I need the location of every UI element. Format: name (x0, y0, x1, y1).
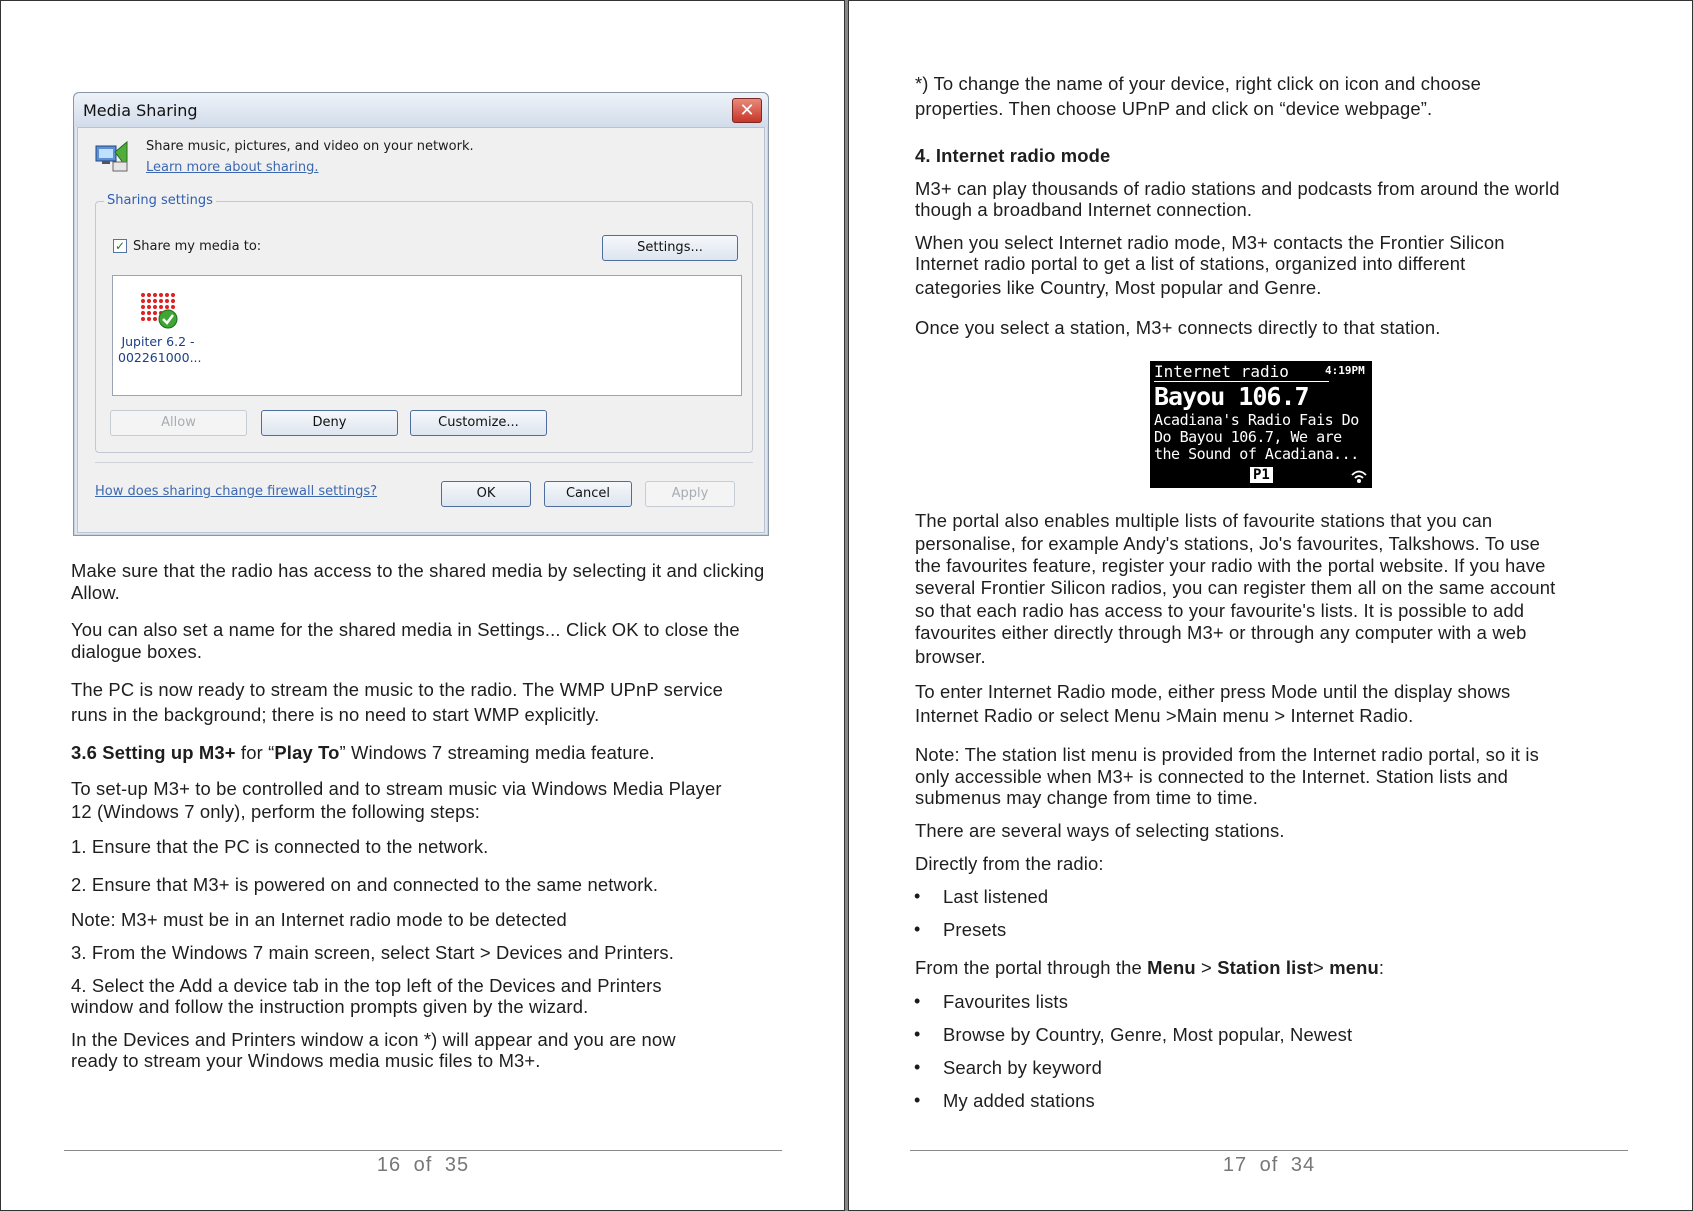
list-item: Presets (943, 919, 1007, 940)
portal-path-menu: Menu (1147, 957, 1196, 978)
network-share-icon (93, 138, 129, 174)
sharing-settings-label: Sharing settings (104, 193, 216, 208)
portal-line4: several Frontier Silicon radios, you can register them all on the same account (915, 577, 1556, 598)
lcd-time: 4:19PM (1325, 364, 1365, 377)
para1-line1: M3+ can play thousands of radio stations and podcasts from around the world (915, 178, 1560, 199)
note-line1: Note: The station list menu is provided from the Internet radio portal, so it is (915, 744, 1539, 765)
lcd-line2: Do Bayou 106.7, We are (1154, 428, 1342, 446)
learn-more-link[interactable]: Learn more about sharing. (146, 160, 319, 175)
list-item: Favourites lists (943, 991, 1069, 1012)
paragraph-pc-ready-line1: The PC is now ready to stream the music to the radio. The WMP UPnP service (71, 679, 723, 700)
step-4-line2: window and follow the instruction prompts given by the wizard. (71, 996, 589, 1017)
para1-line2: though a broadband Internet connection. (915, 199, 1253, 220)
device-name: Jupiter 6.2 - (121, 334, 195, 349)
section-heading-3-6 (71, 742, 655, 764)
enter-mode-line2: Internet Radio or select Menu >Main menu > Internet Radio. (915, 705, 1414, 726)
paragraph-settings: You can also set a name for the shared media in Settings... Click OK to close the dialogue boxes. (71, 619, 740, 662)
internet-radio-heading: 4. Internet radio mode (915, 145, 1111, 166)
dialog-body (77, 127, 765, 533)
portal-line1: The portal also enables multiple lists of favourite stations that you can (915, 510, 1493, 531)
enter-mode-line1: To enter Internet Radio mode, either press Mode until the display shows (915, 681, 1511, 702)
portal-line5: so that each radio has access to your favourite's lists. It is possible to add (915, 600, 1525, 621)
direct-from-radio: Directly from the radio: (915, 853, 1104, 874)
portal-line2: personalise, for example Andy's stations, Jo's favourites, Talkshows. To use (915, 533, 1540, 554)
para3: Once you select a station, M3+ connects directly to that station. (915, 317, 1441, 338)
step-2: 2. Ensure that M3+ is powered on and connected to the same network. (71, 874, 659, 895)
lcd-mode: Internet radio (1154, 362, 1329, 382)
lcd-line3: the Sound of Acadiana... (1154, 445, 1359, 463)
list-item: Browse by Country, Genre, Most popular, Newest (943, 1024, 1353, 1045)
radio-device-icon[interactable] (140, 292, 178, 330)
step-3: 3. From the Windows 7 main screen, select Start > Devices and Printers. (71, 942, 674, 963)
paragraph-allow: Make sure that the radio has access to the shared media by selecting it and clicking Allow. (71, 560, 765, 603)
dialog-separator (95, 462, 753, 463)
portal-path-colon: : (1378, 957, 1385, 978)
section-heading-bold: 3.6 Setting up M3+ (71, 742, 236, 763)
note-line2: only accessible when M3+ is connected to the Internet. Station lists and (915, 766, 1508, 787)
bullet-marker: • (914, 991, 921, 1011)
change-name-line2: properties. Then choose UPnP and click on “device webpage”. (915, 98, 1433, 119)
para2-line3: categories like Country, Most popular and Genre. (915, 277, 1322, 298)
allow-button[interactable]: Allow (110, 410, 247, 436)
portal-path-station-list: Station list (1217, 957, 1314, 978)
paragraph-setup-line2: 12 (Windows 7 only), perform the following steps: (71, 801, 481, 822)
ok-button[interactable]: OK (441, 481, 531, 507)
media-sharing-dialog (73, 92, 769, 536)
dialog-titlebar (74, 93, 768, 127)
bullet-marker: • (914, 886, 921, 906)
device-id: 002261000... (118, 350, 202, 365)
several-ways: There are several ways of selecting stations. (915, 820, 1285, 841)
final-line2: ready to stream your Windows media music files to M3+. (71, 1050, 541, 1071)
device-list[interactable] (112, 275, 742, 396)
radio-lcd-display (1150, 361, 1372, 488)
portal-line3: the favourites feature, register your radio with the portal website. If you have (915, 555, 1546, 576)
change-name-line1: *) To change the name of your device, right click on icon and choose (915, 73, 1481, 94)
section-heading-rest: ” Windows 7 streaming media feature. (339, 742, 655, 763)
bullet-marker: • (914, 1057, 921, 1077)
paragraph-pc-ready-line2: runs in the background; there is no need to start WMP explicitly. (71, 704, 600, 725)
portal-path-menu2: menu (1329, 957, 1379, 978)
close-icon[interactable]: ✕ (732, 98, 762, 123)
list-item: Search by keyword (943, 1057, 1102, 1078)
share-media-label[interactable]: Share my media to: (133, 239, 262, 254)
para2-line2: Internet radio portal to get a list of stations, organized into different (915, 253, 1466, 274)
portal-path-sep1: > (1195, 957, 1218, 978)
page-number-right: 17 of 34 (1222, 1154, 1316, 1176)
para2-line1: When you select Internet radio mode, M3+ contacts the Frontier Silicon (915, 232, 1505, 253)
note-line3: submenus may change from time to time. (915, 787, 1258, 808)
device-label[interactable] (118, 334, 202, 366)
firewall-settings-link[interactable]: How does sharing change firewall settings? (95, 484, 378, 499)
step-1: 1. Ensure that the PC is connected to the network. (71, 836, 489, 857)
lcd-preset: P1 (1250, 467, 1273, 483)
list-item: My added stations (943, 1090, 1095, 1111)
settings-button[interactable]: Settings... (602, 235, 738, 261)
final-line1: In the Devices and Printers window a icon *) will appear and you are now (71, 1029, 676, 1050)
lcd-line1: Acadiana's Radio Fais Do (1154, 411, 1359, 429)
customize-button[interactable]: Customize... (410, 410, 547, 436)
step-4-line1: 4. Select the Add a device tab in the top left of the Devices and Printers (71, 975, 662, 996)
portal-path-sep2: > (1313, 957, 1330, 978)
bullet-marker: • (914, 1024, 921, 1044)
dialog-intro-text: Share music, pictures, and video on your network. (146, 139, 474, 154)
wifi-icon (1350, 467, 1368, 485)
apply-button[interactable]: Apply (645, 481, 735, 507)
bullet-marker: • (914, 1090, 921, 1110)
share-media-checkbox[interactable]: ✓ (114, 239, 126, 253)
section-heading-playto: Play To (274, 742, 340, 763)
lcd-station: Bayou 106.7 (1154, 382, 1309, 411)
bullet-marker: • (914, 919, 921, 939)
portal-path (915, 957, 1384, 979)
portal-line6: favourites either directly through M3+ or through any computer with a web (915, 622, 1527, 643)
paragraph-setup-line1: To set-up M3+ to be controlled and to stream music via Windows Media Player (71, 778, 722, 799)
portal-path-prefix: From the portal through the (915, 957, 1148, 978)
portal-line7: browser. (915, 646, 986, 667)
cancel-button[interactable]: Cancel (544, 481, 632, 507)
footer-rule-left (64, 1150, 782, 1151)
list-item: Last listened (943, 886, 1049, 907)
page-number-left: 16 of 35 (376, 1154, 470, 1176)
note-detect: Note: M3+ must be in an Internet radio mode to be detected (71, 909, 567, 930)
footer-rule-right (910, 1150, 1628, 1151)
dialog-title: Media Sharing (83, 101, 198, 120)
section-heading-for: for “ (235, 742, 275, 763)
deny-button[interactable]: Deny (261, 410, 398, 436)
